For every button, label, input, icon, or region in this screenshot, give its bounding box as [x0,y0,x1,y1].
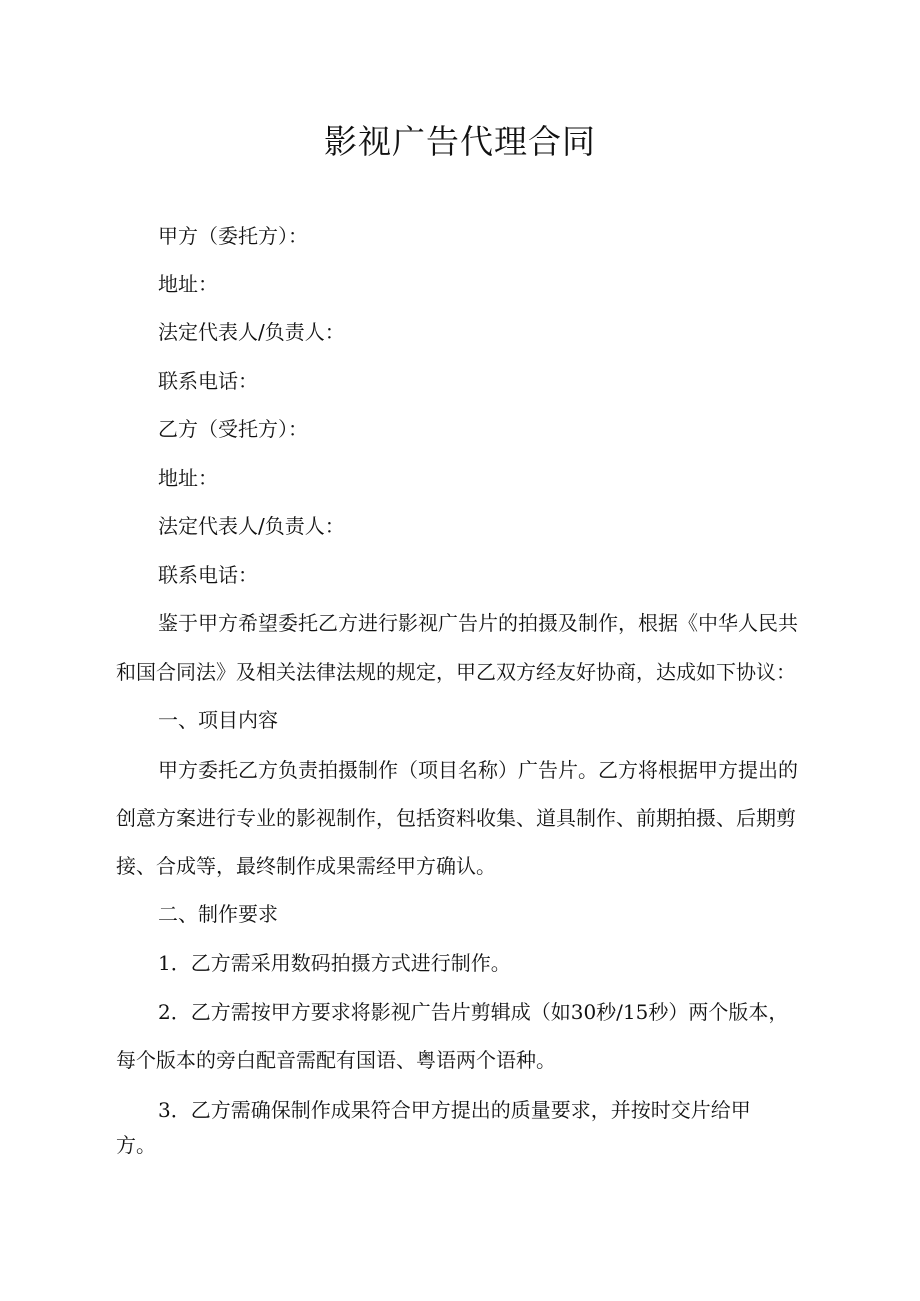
party-a-address: 地址： [158,272,218,296]
item-3-text: ．乙方需确保制作成果符合甲方提出的质量要求，并按时交片给甲 [170,1098,751,1122]
section-2-item-3-line-2: 方。 [116,1133,156,1157]
party-a-representative: 法定代表人/负责人： [158,320,345,344]
section-1-line-1: 甲方委托乙方负责拍摄制作（项目名称）广告片。乙方将根据甲方提出的 [158,758,798,782]
party-a-phone: 联系电话： [158,369,258,393]
item-1-number: 1 [158,951,171,975]
preamble-line-2: 和国合同法》及相关法律法规的规定，甲乙双方经友好协商，达成如下协议： [116,660,796,684]
document-title: 影视广告代理合同 [324,122,596,161]
section-1-heading: 一、项目内容 [158,708,278,732]
section-2-item-3 [158,1095,751,1125]
section-1-line-3: 接、合成等，最终制作成果需经甲方确认。 [116,854,496,878]
party-b-representative: 法定代表人/负责人： [158,514,345,538]
section-2-item-2-line-2: 每个版本的旁白配音需配有国语、粤语两个语种。 [116,1048,556,1072]
preamble-line-1: 鉴于甲方希望委托乙方进行影视广告片的拍摄及制作，根据《中华人民共 [158,611,798,635]
item-2-text-c: ）两个版本， [668,1000,789,1024]
item-2-text-a: ．乙方需按甲方要求将影视广告片剪辑成（如 [170,1000,571,1024]
item-2-number: 2 [158,1000,171,1024]
section-2-heading: 二、制作要求 [158,902,278,926]
item-1-text: ．乙方需采用数码拍摄方式进行制作。 [170,951,511,975]
party-b-phone: 联系电话： [158,563,258,587]
section-1-line-2: 创意方案进行专业的影视制作，包括资料收集、道具制作、前期拍摄、后期剪 [116,806,796,830]
party-b-label: 乙方（受托方）： [158,417,308,441]
section-2-item-1 [158,948,511,978]
item-3-number: 3 [158,1098,171,1122]
party-a-label: 甲方（委托方）： [158,224,308,248]
item-2-durations: 30秒/15秒 [570,1000,669,1024]
section-2-item-2 [158,997,788,1027]
party-b-address: 地址： [158,466,218,490]
